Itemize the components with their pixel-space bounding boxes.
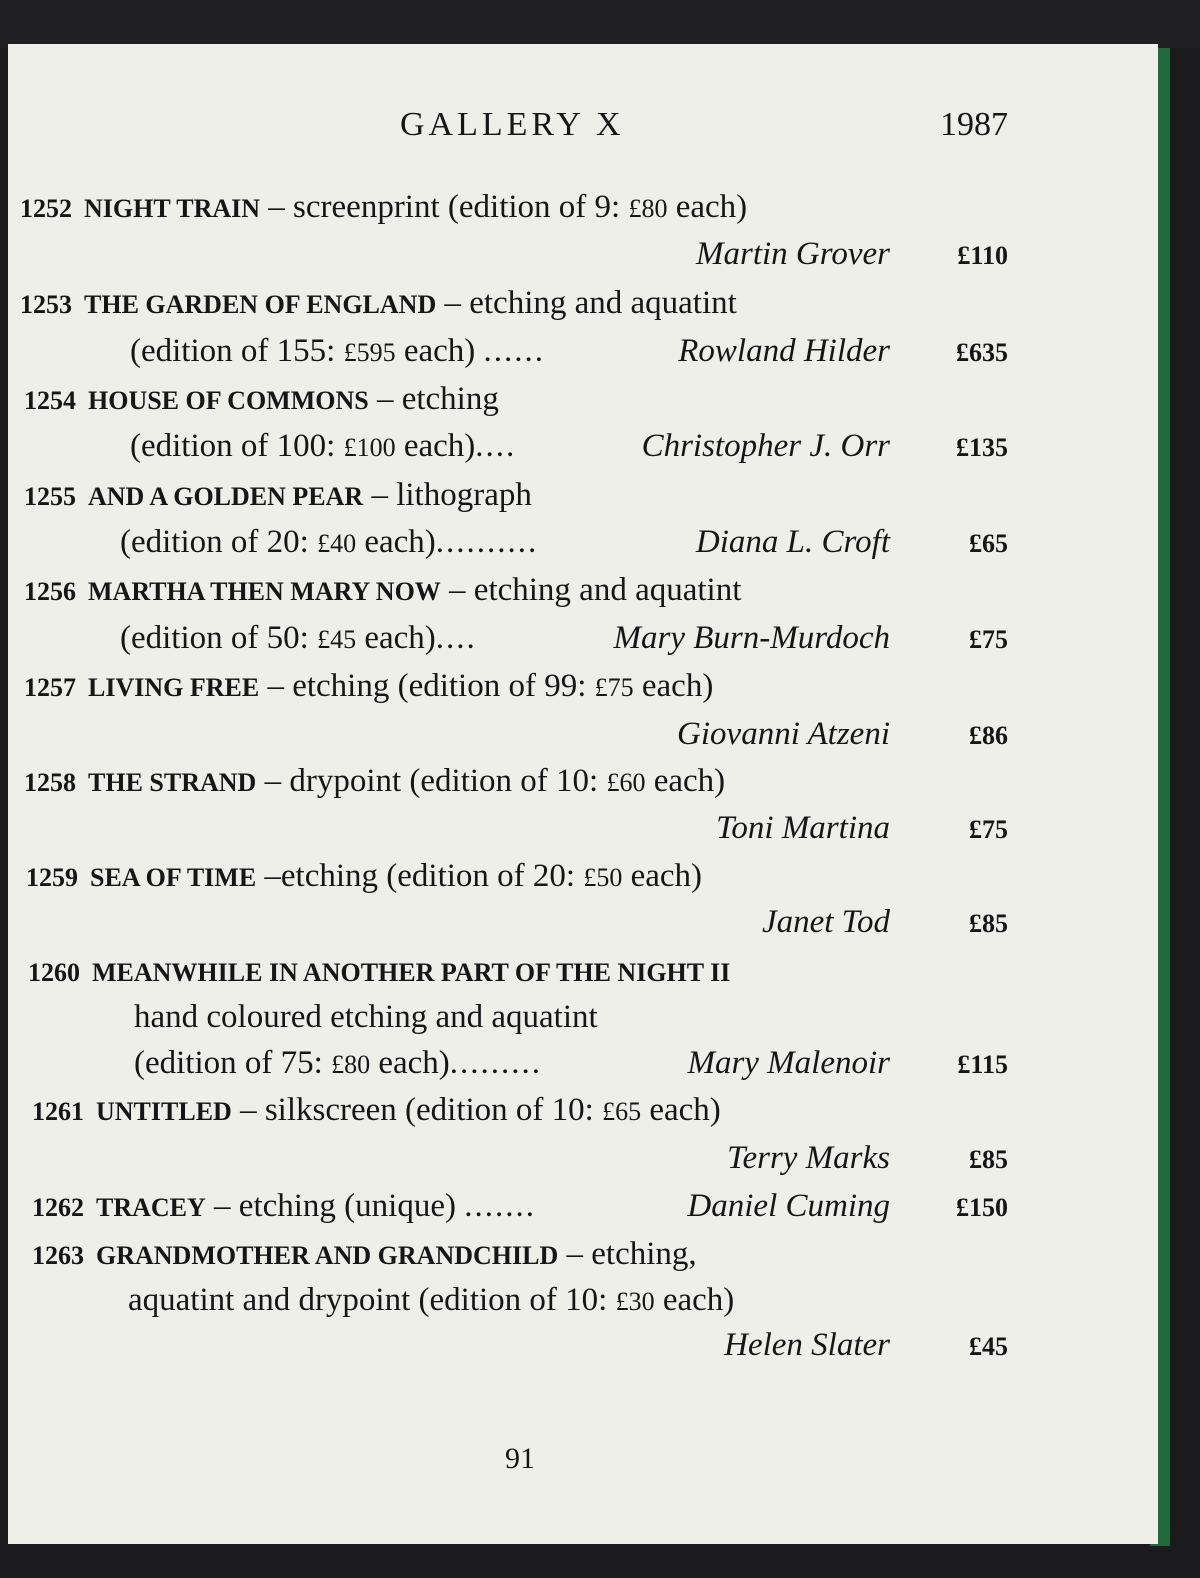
artist-name: Helen Slater xyxy=(724,1327,890,1363)
entry-1258-line-1: 1258 THE STRAND – drypoint (edition of 10: £60 each) xyxy=(24,763,726,799)
price: £635 xyxy=(956,338,1008,367)
lot-number: 1263 xyxy=(32,1241,84,1270)
lot-number: 1259 xyxy=(26,863,78,892)
entry-1253-line-2: (edition of 155: £595 each) ...... xyxy=(130,333,545,369)
artist-name: Janet Tod xyxy=(761,904,890,940)
page-number: 91 xyxy=(505,1442,535,1475)
medium: lithograph xyxy=(396,477,532,513)
medium: etching (edition of 99: xyxy=(292,668,595,704)
work-title: LIVING FREE xyxy=(88,673,260,702)
lot-number: 1256 xyxy=(24,577,76,606)
artist-name: Rowland Hilder xyxy=(678,333,890,369)
price: £85 xyxy=(969,909,1008,938)
entry-1254-line-1: 1254 HOUSE OF COMMONS – etching xyxy=(24,381,499,417)
entry-1260-line-1 xyxy=(28,951,730,993)
price: £45 xyxy=(969,1332,1008,1361)
lot-number: 1254 xyxy=(24,386,76,415)
entry-1260-line-3: (edition of 75: £80 each)......... xyxy=(134,1045,542,1081)
artist-name: Daniel Cuming xyxy=(687,1188,890,1224)
work-title: MEANWHILE IN ANOTHER PART OF THE NIGHT II xyxy=(92,958,731,987)
catalogue-page xyxy=(8,44,1158,1544)
artist-name: Mary Burn-Murdoch xyxy=(613,620,890,656)
lot-number: 1252 xyxy=(20,194,72,223)
price: £65 xyxy=(969,529,1008,558)
price: £75 xyxy=(969,815,1008,844)
artist-name: Giovanni Atzeni xyxy=(677,716,890,752)
medium: etching and aquatint xyxy=(473,572,742,608)
entry-1252-line-1: 1252 NIGHT TRAIN – screenprint (edition of 9: £80 each) xyxy=(20,189,748,225)
lot-number: 1260 xyxy=(28,958,80,987)
price: £75 xyxy=(969,625,1008,654)
work-title: MARTHA THEN MARY NOW xyxy=(88,577,441,606)
work-title: AND A GOLDEN PEAR xyxy=(88,482,364,511)
work-title: HOUSE OF COMMONS xyxy=(88,386,369,415)
artist-name: Terry Marks xyxy=(727,1140,890,1176)
lot-number: 1253 xyxy=(20,290,72,319)
artist-name: Diana L. Croft xyxy=(695,524,890,560)
medium: drypoint (edition of 10: xyxy=(289,763,607,799)
work-title: NIGHT TRAIN xyxy=(84,194,261,223)
price: £85 xyxy=(969,1145,1008,1174)
running-title: GALLERY X xyxy=(400,106,625,143)
lot-number: 1257 xyxy=(24,673,76,702)
price: £115 xyxy=(957,1050,1008,1079)
medium: etching (unique) xyxy=(238,1188,456,1224)
medium: etching and aquatint xyxy=(469,285,737,321)
entry-1255-line-2: (edition of 20: £40 each).......... xyxy=(120,524,539,560)
price: £86 xyxy=(969,721,1008,750)
work-title: SEA OF TIME xyxy=(90,863,257,892)
running-year: 1987 xyxy=(940,106,1008,143)
entry-1260-line-2 xyxy=(134,997,598,1037)
entry-1256-line-2: (edition of 50: £45 each).... xyxy=(120,620,477,656)
price: £110 xyxy=(957,241,1008,270)
lot-number: 1261 xyxy=(32,1097,84,1126)
lot-number: 1262 xyxy=(32,1193,84,1222)
artist-name: Mary Malenoir xyxy=(687,1045,890,1081)
entry-1263-line-1: 1263 GRANDMOTHER AND GRANDCHILD – etching, xyxy=(32,1236,697,1272)
entry-1257-line-1: 1257 LIVING FREE – etching (edition of 99: £75 each) xyxy=(24,668,714,704)
entry-1259-line-1: 1259 SEA OF TIME –etching (edition of 20: £50 each) xyxy=(26,858,703,894)
entry-1262-line-1: 1262 TRACEY – etching (unique) ....... xyxy=(32,1188,536,1224)
medium: screenprint (edition of 9: xyxy=(293,189,629,225)
medium: etching, xyxy=(591,1236,697,1272)
work-title: THE GARDEN OF ENGLAND xyxy=(84,290,437,319)
medium: etching (edition of 20: xyxy=(280,858,584,894)
work-title: GRANDMOTHER AND GRANDCHILD xyxy=(96,1241,559,1270)
price: £135 xyxy=(956,433,1008,462)
artist-name: Martin Grover xyxy=(695,236,890,272)
work-title: UNTITLED xyxy=(96,1097,232,1126)
medium: hand coloured etching and aquatint xyxy=(134,999,598,1035)
medium: silkscreen (edition of 10: xyxy=(264,1092,603,1128)
scan-background xyxy=(0,0,1200,48)
work-title: THE STRAND xyxy=(88,768,257,797)
artist-name: Christopher J. Orr xyxy=(641,428,890,464)
artist-name: Toni Martina xyxy=(716,810,890,846)
price: £150 xyxy=(956,1193,1008,1222)
entry-1256-line-1: 1256 MARTHA THEN MARY NOW – etching and aquatint xyxy=(24,572,742,608)
lot-number: 1255 xyxy=(24,482,76,511)
entry-1255-line-1: 1255 AND A GOLDEN PEAR – lithograph xyxy=(24,477,532,513)
medium: etching xyxy=(401,381,499,417)
entry-1253-line-1: 1253 THE GARDEN OF ENGLAND – etching and aquatint xyxy=(20,285,737,321)
entry-1261-line-1: 1261 UNTITLED – silkscreen (edition of 10: £65 each) xyxy=(32,1092,721,1128)
entry-1254-line-2: (edition of 100: £100 each).... xyxy=(130,428,517,464)
work-title: TRACEY xyxy=(96,1193,206,1222)
lot-number: 1258 xyxy=(24,768,76,797)
entry-1263-line-2: aquatint and drypoint (edition of 10: £30 each) xyxy=(128,1282,735,1318)
